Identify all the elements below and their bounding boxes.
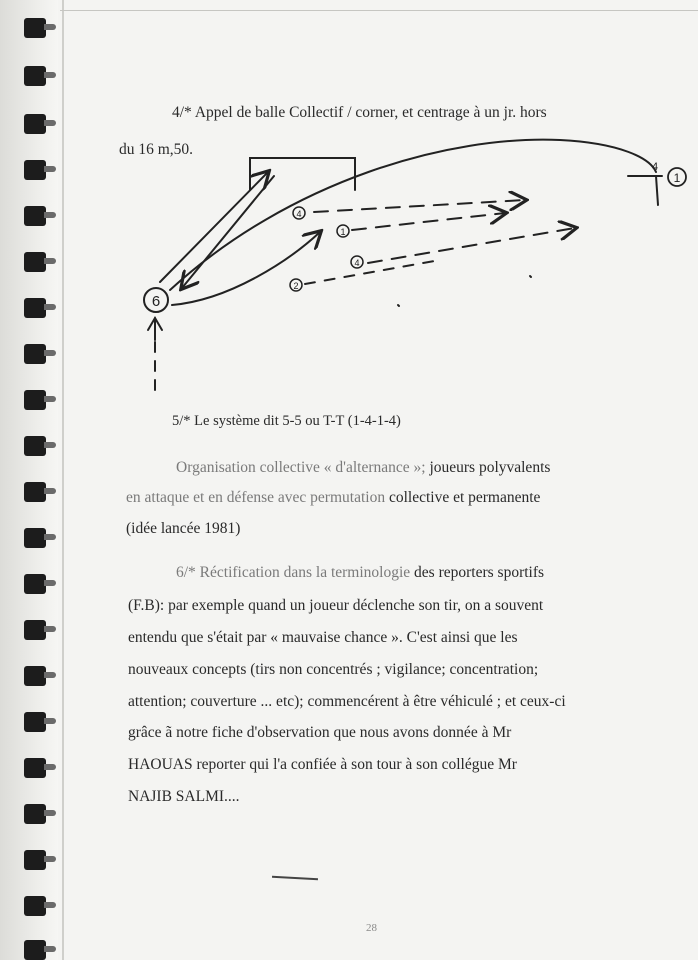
corner-play-diagram — [0, 0, 698, 400]
section6-paragraph-line: entendu que s'était par « mauvaise chance ». C'est ainsi que les — [128, 629, 518, 646]
binding-ring — [24, 436, 46, 456]
player-label: 2 — [293, 281, 299, 291]
binding-ring — [24, 574, 46, 594]
section4-heading: 4/* Appel de balle Collectif / corner, et centrage à un jr. hors — [172, 104, 547, 121]
handwritten-mark — [272, 876, 318, 880]
player-label: 6 — [151, 293, 161, 310]
binding-ring — [24, 666, 46, 686]
section5-paragraph-line — [176, 458, 550, 478]
binding-ring — [24, 804, 46, 824]
text-span: Organisation collective « d'alternance »; — [176, 459, 426, 476]
binding-ring — [24, 712, 46, 732]
run-arrow-3 — [368, 228, 575, 263]
binding-ring — [24, 896, 46, 916]
player-4-top — [293, 207, 305, 219]
section4-heading-cont: du 16 m,50. — [119, 141, 194, 158]
player-4-low — [351, 256, 363, 268]
player-1-middle — [337, 225, 349, 237]
section6-paragraph-line: nouveaux concepts (tirs non concentrés ; vigilance; concentration; — [128, 661, 539, 678]
text-span: joueurs polyvalents — [425, 459, 551, 476]
text-span: 6/* Réctification dans la terminologie — [176, 564, 411, 581]
dot-mark — [398, 305, 399, 306]
section6-paragraph-line: HAOUAS reporter qui l'a confiée à son tour à son collégue Mr — [128, 756, 517, 773]
player-2-bottom — [290, 279, 302, 291]
binding-ring — [24, 620, 46, 640]
player-label: 4 — [296, 209, 302, 219]
corner-post — [656, 176, 658, 205]
section5-title: 5/* Le système dit 5-5 ou T-T (1-4-1-4) — [172, 413, 401, 429]
section6-paragraph-line: NAJIB SALMI.... — [128, 788, 240, 805]
text-span: collective et permanente — [385, 489, 541, 506]
player-6-central — [144, 288, 168, 312]
player-label: 4 — [354, 258, 360, 268]
section6-paragraph-line: attention; couverture ... etc); commencérent à être véhiculé ; et ceux-ci — [128, 693, 566, 710]
corner-flag-label: 4 — [651, 161, 659, 173]
binding-ring — [24, 850, 46, 870]
player-label: 1 — [673, 171, 681, 185]
run-arrow-1 — [314, 200, 525, 212]
binding-ring — [24, 758, 46, 778]
player-label: 1 — [340, 227, 346, 237]
run-arrow-4 — [305, 260, 440, 284]
run-arrow-2 — [352, 213, 505, 230]
binding-ring — [24, 528, 46, 548]
pass-arrow-down — [182, 176, 274, 288]
dot-mark — [530, 276, 531, 277]
section5-paragraph-line — [126, 488, 540, 508]
section5-paragraph-line: (idée lancée 1981) — [126, 520, 241, 537]
player-1-corner — [668, 168, 686, 186]
section6-paragraph-line: grâce ã notre fiche d'observation que nous avons donnée à Mr — [128, 724, 512, 741]
section6-paragraph-line: (F.B): par exemple quand un joueur déclenche son tir, on a souvent — [128, 597, 544, 614]
page-number: 28 — [366, 922, 377, 934]
text-span: en attaque et en défense avec permutation — [126, 489, 386, 506]
binding-ring — [24, 940, 46, 960]
text-span: des reporters sportifs — [410, 564, 545, 581]
binding-ring — [24, 482, 46, 502]
section6-paragraph-line — [176, 563, 544, 583]
